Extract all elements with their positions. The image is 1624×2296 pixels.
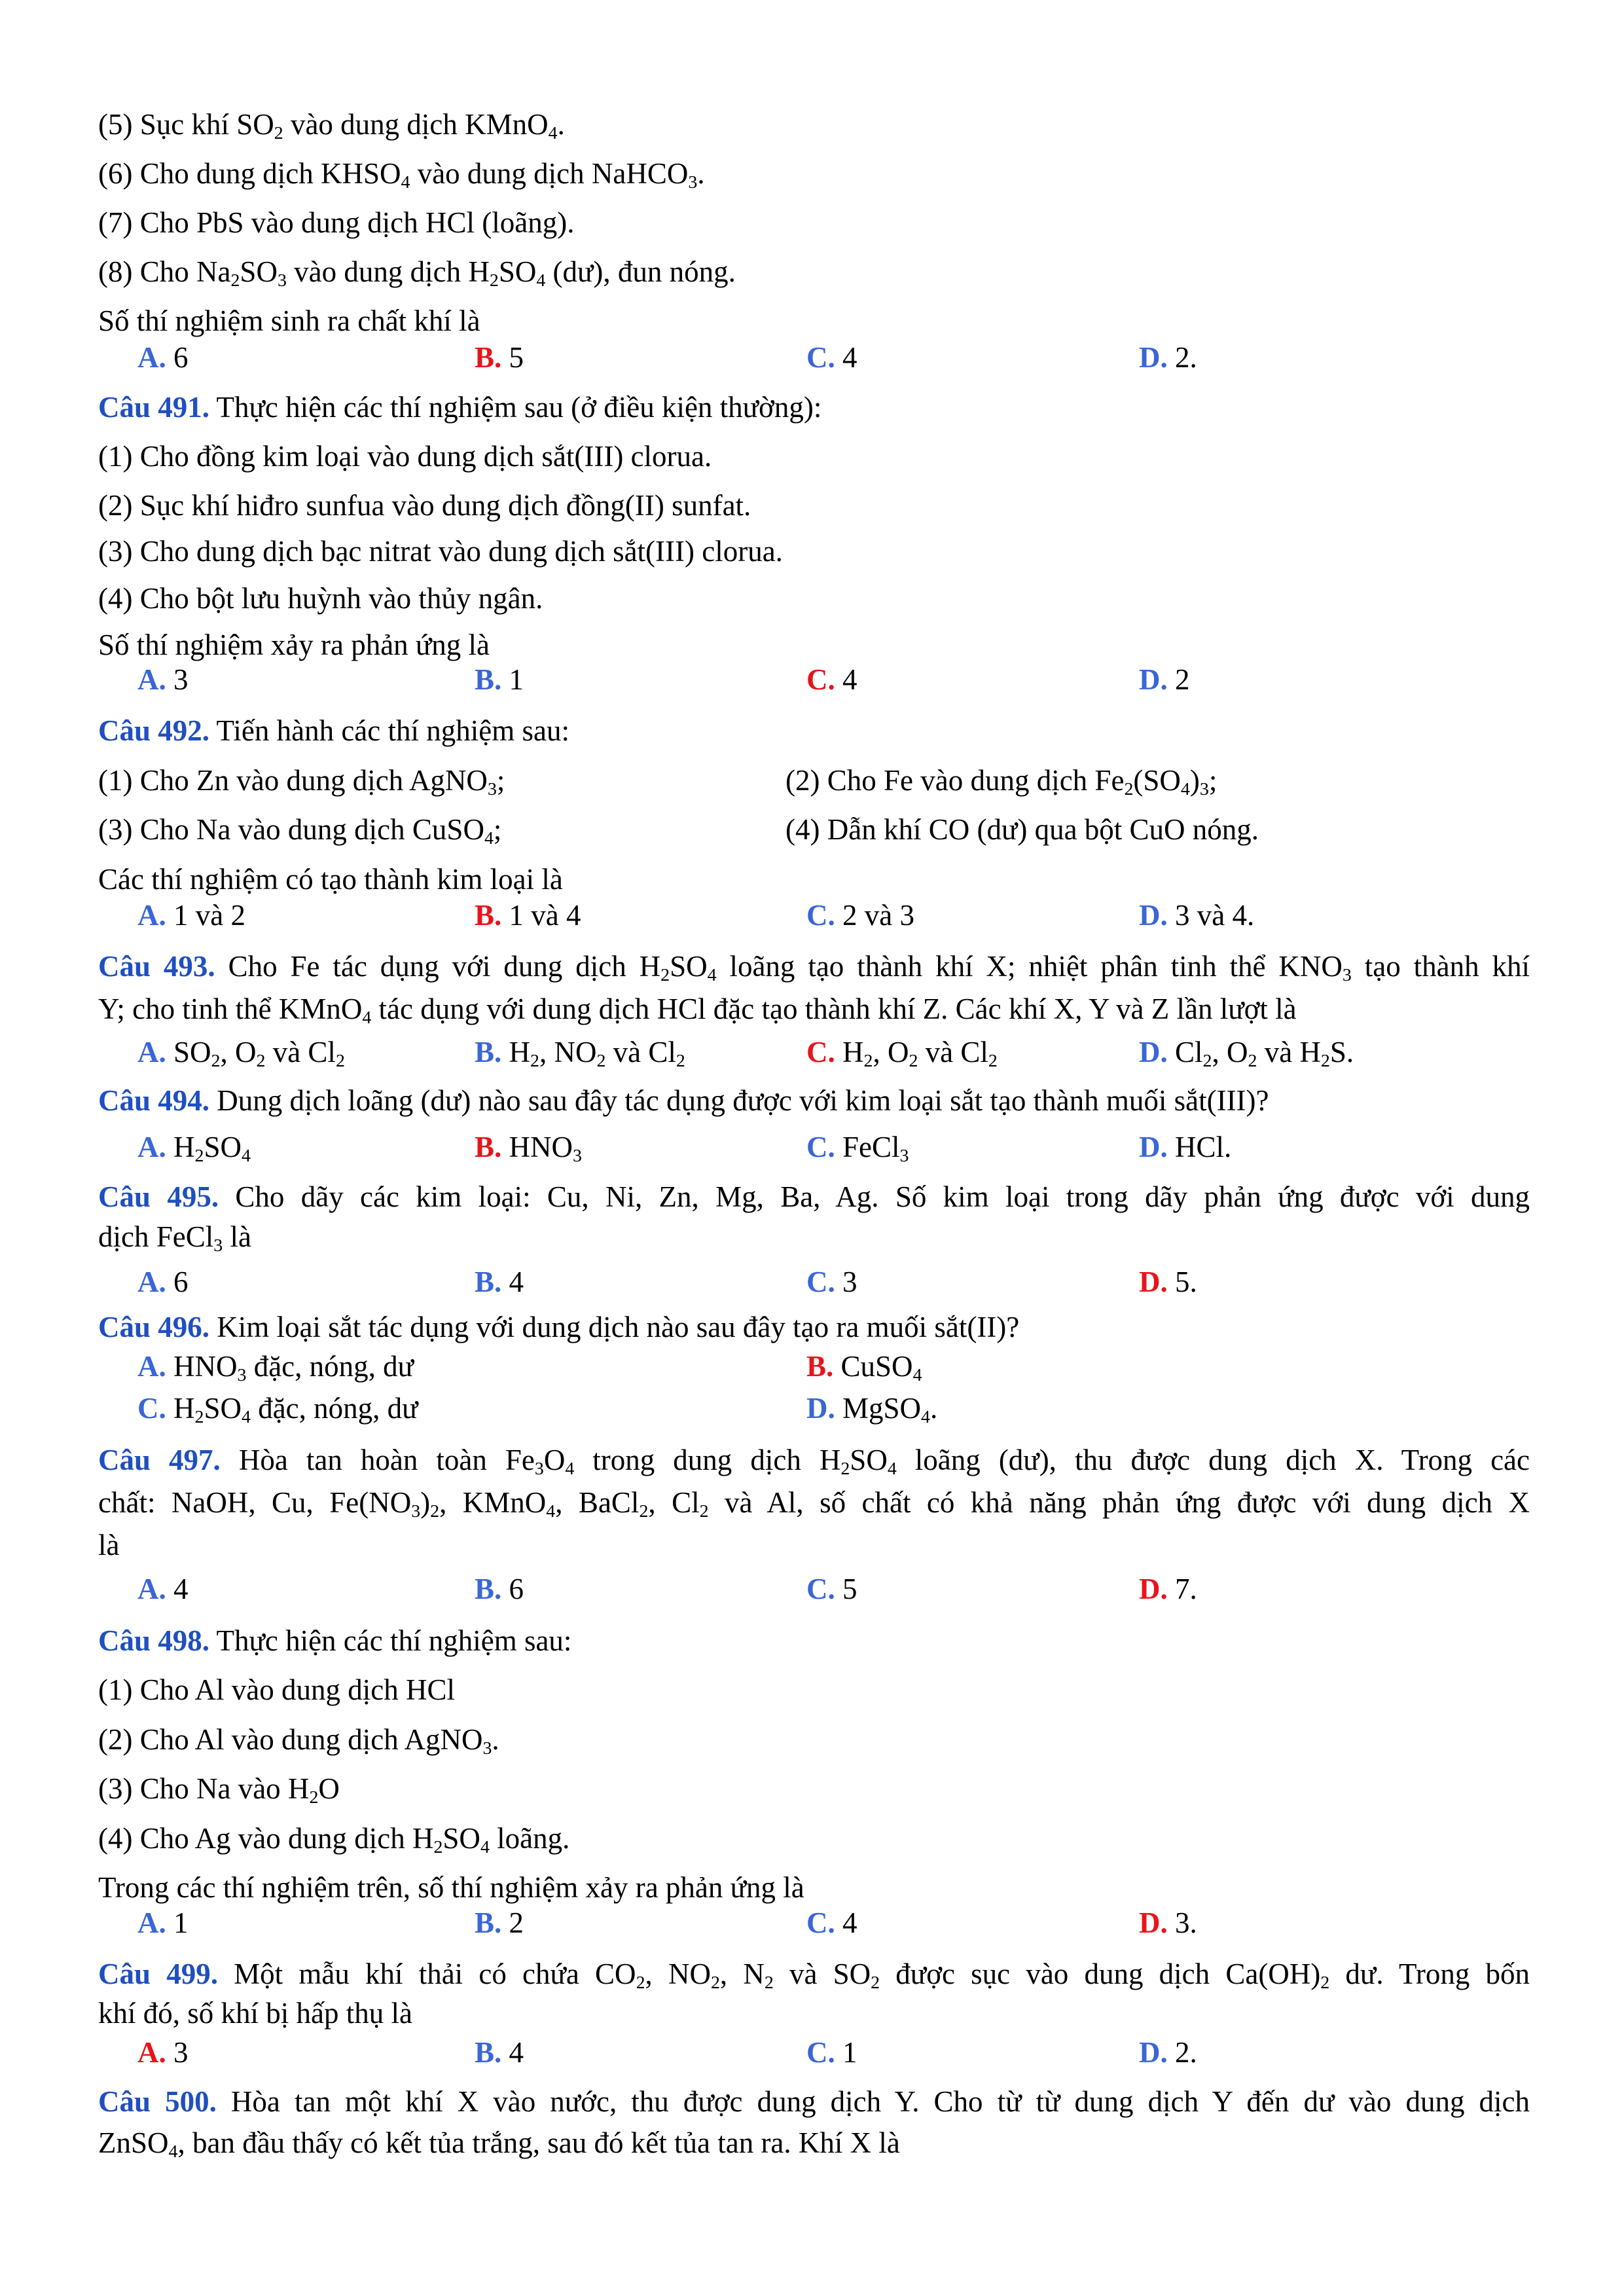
- experiment-line: (3) Cho Na vào dung dịch CuSO$_4$;: [98, 813, 502, 848]
- question-text: là: [98, 1529, 120, 1561]
- option-c: C. 4: [806, 341, 857, 374]
- option-b: B. 1 và 4: [475, 899, 581, 932]
- option-d: D. 2: [1139, 663, 1190, 696]
- option-d: D. 3 và 4.: [1139, 899, 1255, 932]
- option-b: B. 4: [475, 1266, 524, 1298]
- option-a: A. 6: [137, 1266, 189, 1298]
- question-stem: Số thí nghiệm xảy ra phản ứng là: [98, 629, 490, 661]
- question-496: Câu 496. Kim loại sắt tác dụng với dung dịch nào sau đây tạo ra muối sắt(II)?: [98, 1311, 1020, 1343]
- answer-options: [137, 896, 1512, 935]
- option-b: B. 6: [475, 1573, 524, 1605]
- question-label: Câu 495.: [98, 1180, 219, 1213]
- option-c: C. 2 và 3: [806, 899, 914, 932]
- question-493: Câu 493. Cho Fe tác dụng với dung dịch $H_2SO_4$ loãng tạo thành khí X; nhiệt phân tinh thể $KNO_3$ tạo thành khí: [98, 950, 1530, 985]
- question-stem: Trong các thí nghiệm trên, số thí nghiệm xảy ra phản ứng là: [98, 1871, 804, 1904]
- question-497: Câu 497. Hòa tan hoàn toàn $Fe_3O_4$ trong dung dịch $H_2SO_4$ loãng (dư), thu được dung dịch X. Trong các: [98, 1444, 1530, 1479]
- experiment-line: (3) Cho dung dịch bạc nitrat vào dung dịch sắt(III) clorua.: [98, 535, 783, 568]
- answer-options: [137, 1347, 1512, 1386]
- question-491: Câu 491. Thực hiện các thí nghiệm sau (ở điều kiện thường):: [98, 391, 822, 424]
- option-a: A. 6: [137, 341, 189, 374]
- option-a: A. 1: [137, 1906, 189, 1939]
- experiment-line: (3) Cho Na vào $H_2O$: [98, 1772, 340, 1808]
- option-c: C. $H_2SO_4$ đặc, nóng, dư: [137, 1392, 418, 1427]
- experiment-line: (4) Cho Ag vào dung dịch $H_2SO_4$ loãng.: [98, 1822, 570, 1857]
- option-c: C. 4: [806, 1906, 857, 1939]
- option-d: D. 2.: [1139, 2036, 1197, 2069]
- experiment-line: (2) Cho Fe vào dung dịch $Fe_2(SO_4)_3$;: [785, 764, 1218, 799]
- option-c: C. 5: [806, 1573, 857, 1605]
- option-a: A. 3: [137, 663, 189, 696]
- option-c: C. $H_2$, $O_2$ và $Cl_2$: [806, 1036, 998, 1071]
- option-b: B. 1: [475, 663, 524, 696]
- experiment-line: (1) Cho đồng kim loại vào dung dịch sắt(III) clorua.: [98, 440, 712, 473]
- question-label: Câu 491.: [98, 391, 210, 424]
- option-c: C. 3: [806, 1266, 857, 1298]
- question-500: Câu 500. Hòa tan một khí X vào nước, thu được dung dịch Y. Cho từ từ dung dịch Y đến dư vào dung dịch: [98, 2085, 1530, 2118]
- answer-options: [137, 1903, 1512, 1942]
- option-d: D. 5.: [1139, 1266, 1197, 1298]
- experiment-line: (1) Cho Al vào dung dịch HCl: [98, 1673, 455, 1706]
- answer-options: [137, 1569, 1512, 1609]
- option-a: A. $SO_2$, $O_2$ và $Cl_2$: [137, 1036, 345, 1071]
- option-d: D. HCl.: [1139, 1131, 1232, 1163]
- question-text: ZnSO$_4$, ban đầu thấy có kết tủa trắng, sau đó kết tủa tan ra. Khí X là: [98, 2126, 900, 2162]
- question-495: Câu 495. Cho dãy các kim loại: Cu, Ni, Zn, Mg, Ba, Ag. Số kim loại trong dãy phản ứng được với dung: [98, 1180, 1530, 1213]
- experiment-line: (7) Cho PbS vào dung dịch HCl (loãng).: [98, 206, 575, 239]
- option-b: B. 2: [475, 1906, 524, 1939]
- question-label: Câu 493.: [98, 950, 215, 983]
- option-d: D. 7.: [1139, 1573, 1197, 1605]
- option-c: C. 1: [806, 2036, 857, 2069]
- question-label: Câu 497.: [98, 1444, 221, 1476]
- question-498: Câu 498. Thực hiện các thí nghiệm sau:: [98, 1624, 572, 1657]
- experiment-line: (6) Cho dung dịch $KHSO_4$ vào dung dịch NaHCO$_3$.: [98, 157, 705, 192]
- question-label: Câu 498.: [98, 1624, 210, 1657]
- option-a: A. $HNO_3$ đặc, nóng, dư: [137, 1350, 414, 1385]
- option-d: D. 3.: [1139, 1906, 1197, 1939]
- question-499: Câu 499. Một mẫu khí thải có chứa $CO_2$, $NO_2$, $N_2$ và $SO_2$ được sục vào dung dịch $Ca(OH)_2$ dư. Trong bốn: [98, 1958, 1530, 1993]
- option-a: A. 3: [137, 2036, 189, 2069]
- answer-options: [137, 1262, 1512, 1302]
- experiment-line: (4) Dẫn khí CO (dư) qua bột CuO nóng.: [785, 813, 1259, 846]
- option-b: B. CuSO$_4$: [806, 1350, 922, 1385]
- option-b: B. $HNO_3$: [475, 1131, 582, 1166]
- question-stem: Số thí nghiệm sinh ra chất khí là: [98, 304, 480, 337]
- experiment-line: (8) Cho $Na_2SO_3$ vào dung dịch $H_2SO_4$ (dư), đun nóng.: [98, 255, 736, 291]
- question-label: Câu 492.: [98, 714, 210, 747]
- option-d: D. 2.: [1139, 341, 1197, 374]
- question-text: dịch FeCl$_3$ là: [98, 1220, 251, 1256]
- option-a: A. 1 và 2: [137, 899, 245, 932]
- experiment-line: (5) Sục khí $SO_2$ vào dung dịch KMnO$_4$.: [98, 108, 565, 143]
- answer-options: [137, 2033, 1512, 2072]
- question-494: Câu 494. Dung dịch loãng (dư) nào sau đây tác dụng được với kim loại sắt tạo thành muối sắt(III)?: [98, 1084, 1269, 1117]
- answer-options: [137, 1127, 1512, 1167]
- option-b: B. 4: [475, 2036, 524, 2069]
- experiment-line: (1) Cho Zn vào dung dịch AgNO$_3$;: [98, 764, 505, 799]
- answer-options: [137, 338, 1512, 377]
- question-label: Câu 494.: [98, 1084, 210, 1117]
- question-stem: Các thí nghiệm có tạo thành kim loại là: [98, 863, 563, 896]
- option-d: D. MgSO$_4$.: [806, 1392, 938, 1427]
- option-d: D. $Cl_2$, $O_2$ và $H_2S$.: [1139, 1036, 1354, 1071]
- experiment-line: (2) Sục khí hiđro sunfua vào dung dịch đồng(II) sunfat.: [98, 489, 751, 522]
- option-c: C. FeCl$_3$: [806, 1131, 909, 1166]
- answer-options: [137, 660, 1512, 699]
- question-label: Câu 499.: [98, 1958, 218, 1990]
- question-text: khí đó, số khí bị hấp thụ là: [98, 1997, 412, 2030]
- question-label: Câu 500.: [98, 2085, 217, 2118]
- experiment-line: (2) Cho Al vào dung dịch AgNO$_3$.: [98, 1723, 499, 1758]
- question-492: Câu 492. Tiến hành các thí nghiệm sau:: [98, 714, 569, 747]
- experiment-line: (4) Cho bột lưu huỳnh vào thủy ngân.: [98, 582, 543, 615]
- option-a: A. 4: [137, 1573, 189, 1605]
- option-c: C. 4: [806, 663, 857, 696]
- answer-options: [137, 1389, 1512, 1428]
- option-b: B. 5: [475, 341, 524, 374]
- option-a: A. $H_2SO_4$: [137, 1131, 251, 1166]
- question-label: Câu 496.: [98, 1311, 210, 1343]
- question-text: Y; cho tinh thể KMnO$_4$ tác dụng với dung dịch HCl đặc tạo thành khí Z. Các khí X, Y và Z lần lượt là: [98, 993, 1297, 1028]
- option-b: B. $H_2$, $NO_2$ và $Cl_2$: [475, 1036, 685, 1071]
- question-text: chất: NaOH, Cu, $Fe(NO_3)_2$, KMnO$_4$, BaCl$_2$, $Cl_2$ và Al, số chất có khả năng phản ứng được với dung dịch X: [98, 1486, 1530, 1522]
- answer-options: [137, 1032, 1512, 1072]
